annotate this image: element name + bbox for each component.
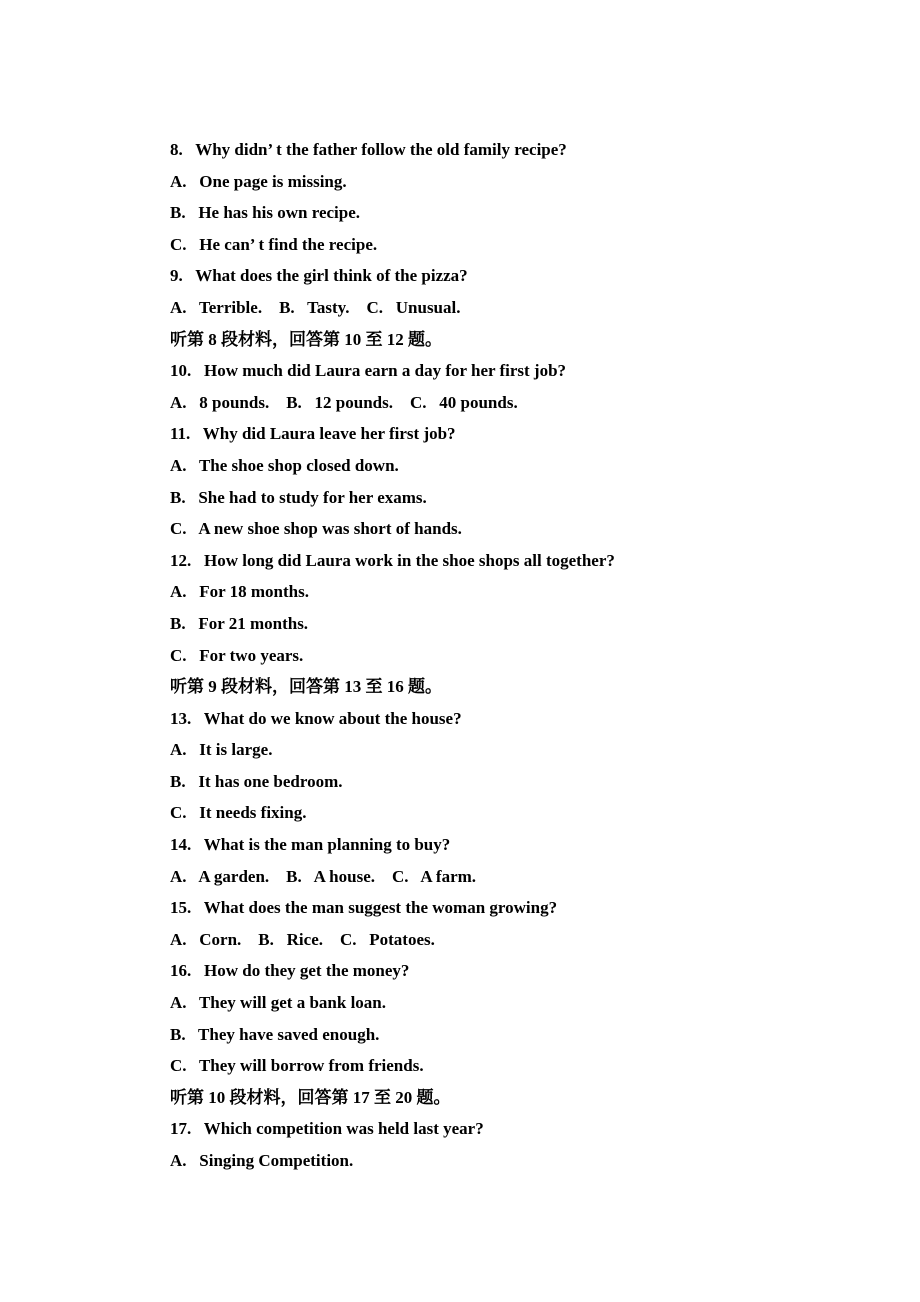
option-line: B. For 21 months. — [170, 613, 309, 633]
section-instruction: 听第 10 段材料，回答第 17 至 20 题。 — [170, 1087, 451, 1107]
option-line: C. For two years. — [170, 645, 304, 665]
option-line: C. It needs fixing. — [170, 803, 307, 823]
question-line: 8. Why didn’ t the father follow the old family recipe? — [170, 140, 567, 159]
question-line: 9. What does the girl think of the pizza? — [170, 266, 468, 286]
option-line: B. They have saved enough. — [170, 1024, 380, 1044]
option-line: C. A new shoe shop was short of hands. — [170, 519, 462, 539]
option-line: A. They will get a bank loan. — [170, 993, 387, 1013]
option-line: A. Corn. B. Rice. C. Potatoes. — [170, 929, 435, 949]
option-line: B. She had to study for her exams. — [170, 487, 427, 507]
option-line: C. He can’ t find the recipe. — [170, 234, 378, 254]
option-line: A. A garden. B. A house. C. A farm. — [170, 866, 477, 886]
question-line: 16. How do they get the money? — [170, 961, 410, 981]
option-line: A. It is large. — [170, 740, 273, 760]
option-line: B. It has one bedroom. — [170, 771, 343, 791]
question-line: 12. How long did Laura work in the shoe shops all together? — [170, 550, 615, 570]
question-line: 15. What does the man suggest the woman growing? — [170, 898, 558, 918]
listening-questions-block — [170, 134, 890, 1177]
question-line: 13. What do we know about the house? — [170, 708, 462, 728]
section-instruction: 听第 8 段材料，回答第 10 至 12 题。 — [170, 329, 442, 349]
option-line: C. They will borrow from friends. — [170, 1056, 424, 1076]
option-line: A. 8 pounds. B. 12 pounds. C. 40 pounds. — [170, 392, 518, 412]
option-line: A. One page is missing. — [170, 171, 347, 191]
question-line: 17. Which competition was held last year? — [170, 1119, 484, 1139]
question-line: 14. What is the man planning to buy? — [170, 835, 451, 855]
question-line: 11. Why did Laura leave her first job? — [170, 424, 456, 444]
option-line: A. Singing Competition. — [170, 1151, 354, 1170]
question-line: 10. How much did Laura earn a day for her first job? — [170, 361, 567, 381]
option-line: A. For 18 months. — [170, 582, 309, 602]
option-line: A. Terrible. B. Tasty. C. Unusual. — [170, 297, 461, 317]
option-line: B. He has his own recipe. — [170, 203, 361, 223]
section-instruction: 听第 9 段材料，回答第 13 至 16 题。 — [170, 677, 442, 697]
option-line: A. The shoe shop closed down. — [170, 455, 399, 475]
